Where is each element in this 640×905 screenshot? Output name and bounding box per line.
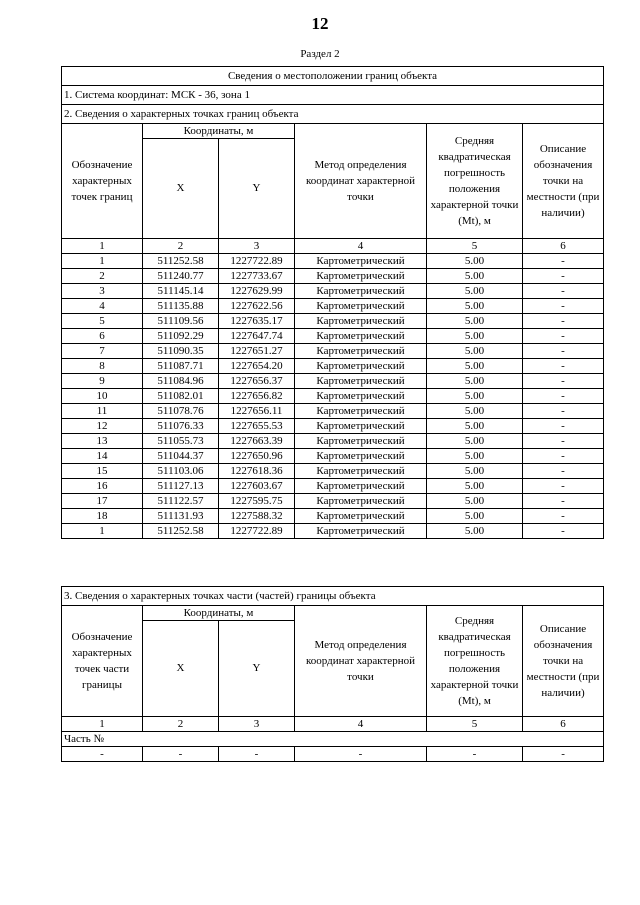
coord-y: 1227647.74 (219, 329, 295, 344)
precision: 5.00 (427, 434, 523, 449)
description: - (523, 449, 604, 464)
point-number: 12 (62, 419, 143, 434)
col-number: 5 (427, 717, 523, 732)
point-number: 2 (62, 269, 143, 284)
header-coords: Координаты, м (143, 606, 295, 621)
coord-x: 511044.37 (143, 449, 219, 464)
precision: 5.00 (427, 464, 523, 479)
point-number: 1 (62, 254, 143, 269)
section3-heading: 3. Сведения о характерных точках части (частей) границы объекта (62, 587, 604, 606)
header-method: Метод определения координат характерной точки (295, 606, 427, 717)
coord-y: 1227603.67 (219, 479, 295, 494)
part-boundary-points-table (61, 586, 604, 762)
description: - (523, 389, 604, 404)
table-row (62, 344, 604, 359)
coord-x: 511078.76 (143, 404, 219, 419)
table-row (62, 464, 604, 479)
coordinate-system: 1. Система координат: МСК - 36, зона 1 (62, 86, 604, 105)
description: - (523, 299, 604, 314)
method: Картометрический (295, 449, 427, 464)
method: Картометрический (295, 509, 427, 524)
coord-y: 1227651.27 (219, 344, 295, 359)
col-number: 4 (295, 239, 427, 254)
precision: 5.00 (427, 419, 523, 434)
method: Картометрический (295, 269, 427, 284)
table-title: Сведения о местоположении границ объекта (62, 67, 604, 86)
point-number: 10 (62, 389, 143, 404)
precision: 5.00 (427, 359, 523, 374)
method: Картометрический (295, 344, 427, 359)
coord-y: 1227663.39 (219, 434, 295, 449)
method: Картометрический (295, 494, 427, 509)
description: - (523, 494, 604, 509)
col-number: 6 (523, 239, 604, 254)
description: - (523, 479, 604, 494)
table-row (62, 419, 604, 434)
coord-y: 1227650.96 (219, 449, 295, 464)
coord-y: 1227722.89 (219, 254, 295, 269)
precision: 5.00 (427, 299, 523, 314)
table-row (62, 404, 604, 419)
point-number: 13 (62, 434, 143, 449)
description: - (523, 524, 604, 539)
method: Картометрический (295, 464, 427, 479)
description: - (523, 254, 604, 269)
table-row (62, 389, 604, 404)
coord-y: 1227733.67 (219, 269, 295, 284)
method: Картометрический (295, 329, 427, 344)
coord-x: 511122.57 (143, 494, 219, 509)
description: - (523, 329, 604, 344)
header-description: Описание обозначения точки на местности (при наличии) (523, 606, 604, 717)
point-number: 8 (62, 359, 143, 374)
point-number: 14 (62, 449, 143, 464)
coord-y: 1227588.32 (219, 509, 295, 524)
method: Картометрический (295, 524, 427, 539)
description: - (523, 464, 604, 479)
point-number: 5 (62, 314, 143, 329)
method: Картометрический (295, 404, 427, 419)
table-row (62, 494, 604, 509)
table-row (62, 269, 604, 284)
coord-x: 511252.58 (143, 524, 219, 539)
table-row (62, 359, 604, 374)
point-number: 18 (62, 509, 143, 524)
coord-x: 511055.73 (143, 434, 219, 449)
coord-x: 511076.33 (143, 419, 219, 434)
coord-y: 1227656.82 (219, 389, 295, 404)
coord-x: 511127.13 (143, 479, 219, 494)
col-number: 3 (219, 239, 295, 254)
header-precision: Средняя квадратическая погрешность положения характерной точки (Mt), м (427, 124, 523, 239)
point-number: 3 (62, 284, 143, 299)
header-x: X (143, 621, 219, 717)
precision: 5.00 (427, 509, 523, 524)
header-coords: Координаты, м (143, 124, 295, 139)
coord-y: 1227654.20 (219, 359, 295, 374)
method: Картометрический (295, 359, 427, 374)
point-number: 4 (62, 299, 143, 314)
method: Картометрический (295, 389, 427, 404)
coord-y: 1227595.75 (219, 494, 295, 509)
method: Картометрический (295, 419, 427, 434)
coord-x: 511240.77 (143, 269, 219, 284)
table-row (62, 254, 604, 269)
table-row (62, 509, 604, 524)
point-number: 16 (62, 479, 143, 494)
empty-cell: - (219, 747, 295, 762)
header-x: X (143, 139, 219, 239)
col-number: 1 (62, 239, 143, 254)
col-number: 1 (62, 717, 143, 732)
col-number: 3 (219, 717, 295, 732)
header-point: Обозначение характерных точек границ (62, 124, 143, 239)
point-number: 17 (62, 494, 143, 509)
method: Картометрический (295, 434, 427, 449)
description: - (523, 509, 604, 524)
precision: 5.00 (427, 344, 523, 359)
precision: 5.00 (427, 449, 523, 464)
precision: 5.00 (427, 284, 523, 299)
table-row (62, 479, 604, 494)
point-number: 7 (62, 344, 143, 359)
page-number: 12 (311, 14, 329, 33)
point-number: 15 (62, 464, 143, 479)
precision: 5.00 (427, 479, 523, 494)
table-row (62, 434, 604, 449)
part-label: Часть № (62, 732, 604, 747)
header-method: Метод определения координат характерной точки (295, 124, 427, 239)
table-row (62, 329, 604, 344)
col-number: 5 (427, 239, 523, 254)
precision: 5.00 (427, 524, 523, 539)
section-label: Раздел 2 (300, 48, 340, 60)
description: - (523, 284, 604, 299)
coord-x: 511131.93 (143, 509, 219, 524)
coord-y: 1227722.89 (219, 524, 295, 539)
empty-cell: - (523, 747, 604, 762)
description: - (523, 314, 604, 329)
method: Картометрический (295, 479, 427, 494)
method: Картометрический (295, 284, 427, 299)
description: - (523, 419, 604, 434)
empty-cell: - (62, 747, 143, 762)
description: - (523, 374, 604, 389)
description: - (523, 434, 604, 449)
precision: 5.00 (427, 254, 523, 269)
header-precision: Средняя квадратическая погрешность положения характерной точки (Mt), м (427, 606, 523, 717)
coord-y: 1227656.11 (219, 404, 295, 419)
precision: 5.00 (427, 314, 523, 329)
col-number: 2 (143, 239, 219, 254)
col-number: 4 (295, 717, 427, 732)
section2-heading: 2. Сведения о характерных точках границ объекта (62, 105, 604, 124)
point-number: 9 (62, 374, 143, 389)
coord-y: 1227655.53 (219, 419, 295, 434)
precision: 5.00 (427, 329, 523, 344)
method: Картометрический (295, 299, 427, 314)
coord-x: 511082.01 (143, 389, 219, 404)
precision: 5.00 (427, 404, 523, 419)
table-row (62, 374, 604, 389)
coord-y: 1227629.99 (219, 284, 295, 299)
description: - (523, 269, 604, 284)
method: Картометрический (295, 254, 427, 269)
table-row (62, 284, 604, 299)
coord-x: 511135.88 (143, 299, 219, 314)
precision: 5.00 (427, 269, 523, 284)
description: - (523, 404, 604, 419)
table-row (62, 299, 604, 314)
precision: 5.00 (427, 389, 523, 404)
point-number: 11 (62, 404, 143, 419)
coord-y: 1227618.36 (219, 464, 295, 479)
coord-x: 511090.35 (143, 344, 219, 359)
empty-cell: - (295, 747, 427, 762)
table-row (62, 449, 604, 464)
coord-x: 511084.96 (143, 374, 219, 389)
table-row (62, 524, 604, 539)
table-row (62, 314, 604, 329)
coord-x: 511103.06 (143, 464, 219, 479)
empty-cell: - (143, 747, 219, 762)
header-point: Обозначение характерных точек части границы (62, 606, 143, 717)
empty-cell: - (427, 747, 523, 762)
coord-y: 1227622.56 (219, 299, 295, 314)
method: Картометрический (295, 374, 427, 389)
col-number: 6 (523, 717, 604, 732)
description: - (523, 359, 604, 374)
coord-x: 511092.29 (143, 329, 219, 344)
coord-x: 511252.58 (143, 254, 219, 269)
precision: 5.00 (427, 374, 523, 389)
boundary-points-table (61, 66, 604, 539)
coord-x: 511145.14 (143, 284, 219, 299)
header-y: Y (219, 139, 295, 239)
point-number: 6 (62, 329, 143, 344)
coord-y: 1227635.17 (219, 314, 295, 329)
point-number: 1 (62, 524, 143, 539)
coord-x: 511109.56 (143, 314, 219, 329)
coord-y: 1227656.37 (219, 374, 295, 389)
method: Картометрический (295, 314, 427, 329)
description: - (523, 344, 604, 359)
coord-x: 511087.71 (143, 359, 219, 374)
header-description: Описание обозначения точки на местности (при наличии) (523, 124, 604, 239)
header-y: Y (219, 621, 295, 717)
precision: 5.00 (427, 494, 523, 509)
col-number: 2 (143, 717, 219, 732)
